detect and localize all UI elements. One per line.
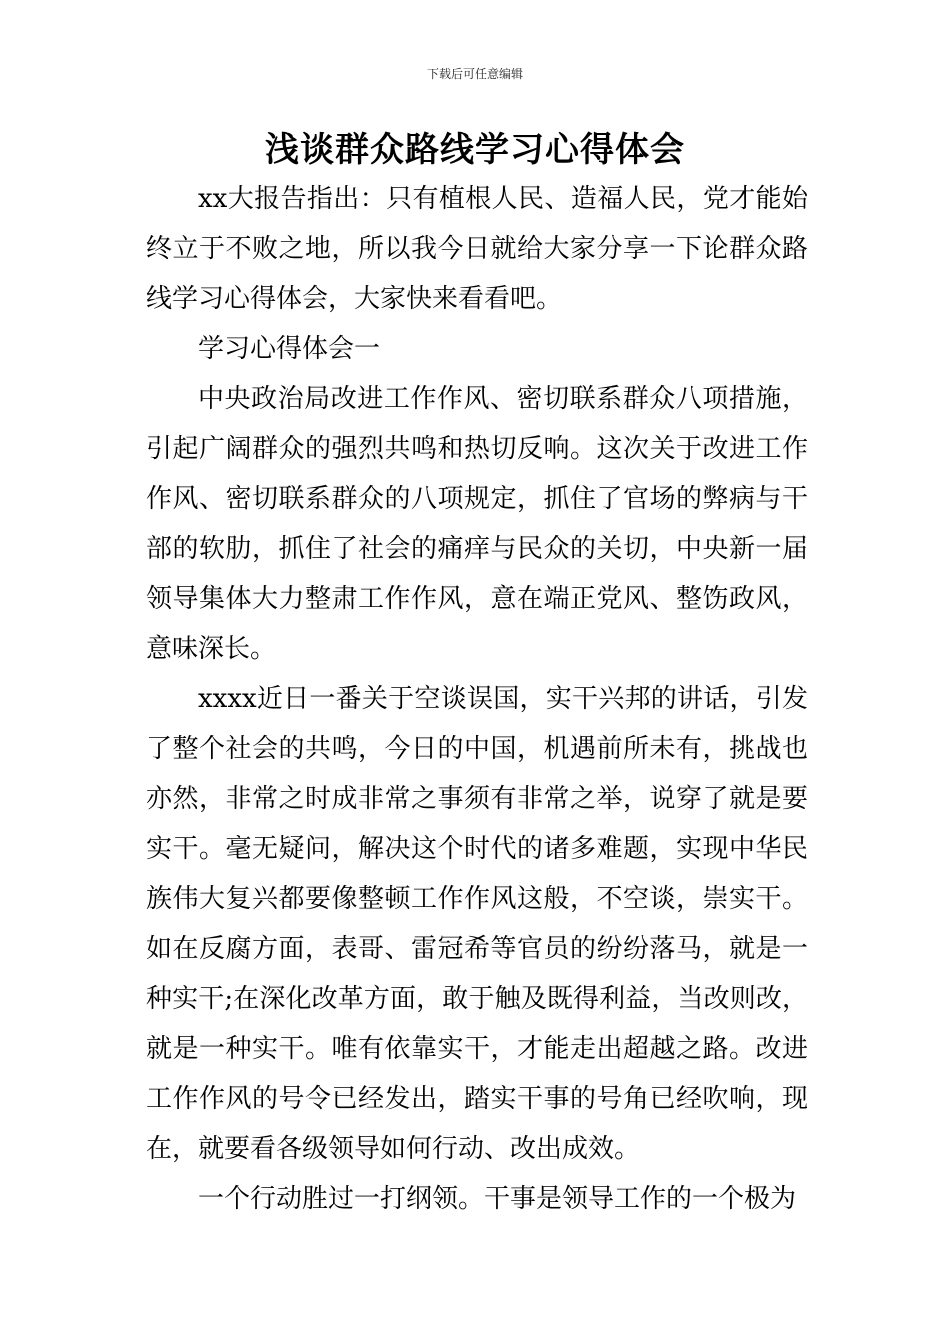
header-note: 下载后可任意编辑 [426,67,523,81]
section-heading: 学习心得体会一 [198,334,381,364]
paragraph: xx大报告指出：只有植根人民、造福人民，党才能始终立于不败之地，所以我今日就给大家分享一下论群众路线学习心得体会，大家快来看看吧。 [146,184,808,314]
page-title: 浅谈群众路线学习心得体会 [265,130,685,170]
document-body [146,174,808,1224]
paragraph: xxxx近日一番关于空谈误国，实干兴邦的讲话，引发了整个社会的共鸣，今日的中国，机遇前所未有，挑战也亦然，非常之时成非常之事须有非常之举，说穿了就是要实干。毫无疑问，解决这个时代的诸多难题，实现中华民族伟大复兴都要像整顿工作作风这般，不空谈，崇实干。如在反腐方面，表哥、雷冠希等官员的纷纷落马，就是一种实干;在深化改革方面，敢于触及既得利益，当改则改，就是一种实干。唯有依靠实干，才能走出超越之路。改进工作作风的号令已经发出，踏实干事的号角已经吹响，现在，就要看各级领导如何行动、改出成效。 [146,684,808,1164]
paragraph: 一个行动胜过一打纲领。干事是领导工作的一个极为 [198,1184,797,1214]
paragraph: 中央政治局改进工作作风、密切联系群众八项措施，引起广阔群众的强烈共鸣和热切反响。这次关于改进工作作风、密切联系群众的八项规定，抓住了官场的弊病与干部的软肋，抓住了社会的痛痒与民众的关切，中央新一届领导集体大力整肃工作作风，意在端正党风、整饬政风，意味深长。 [146,384,808,664]
